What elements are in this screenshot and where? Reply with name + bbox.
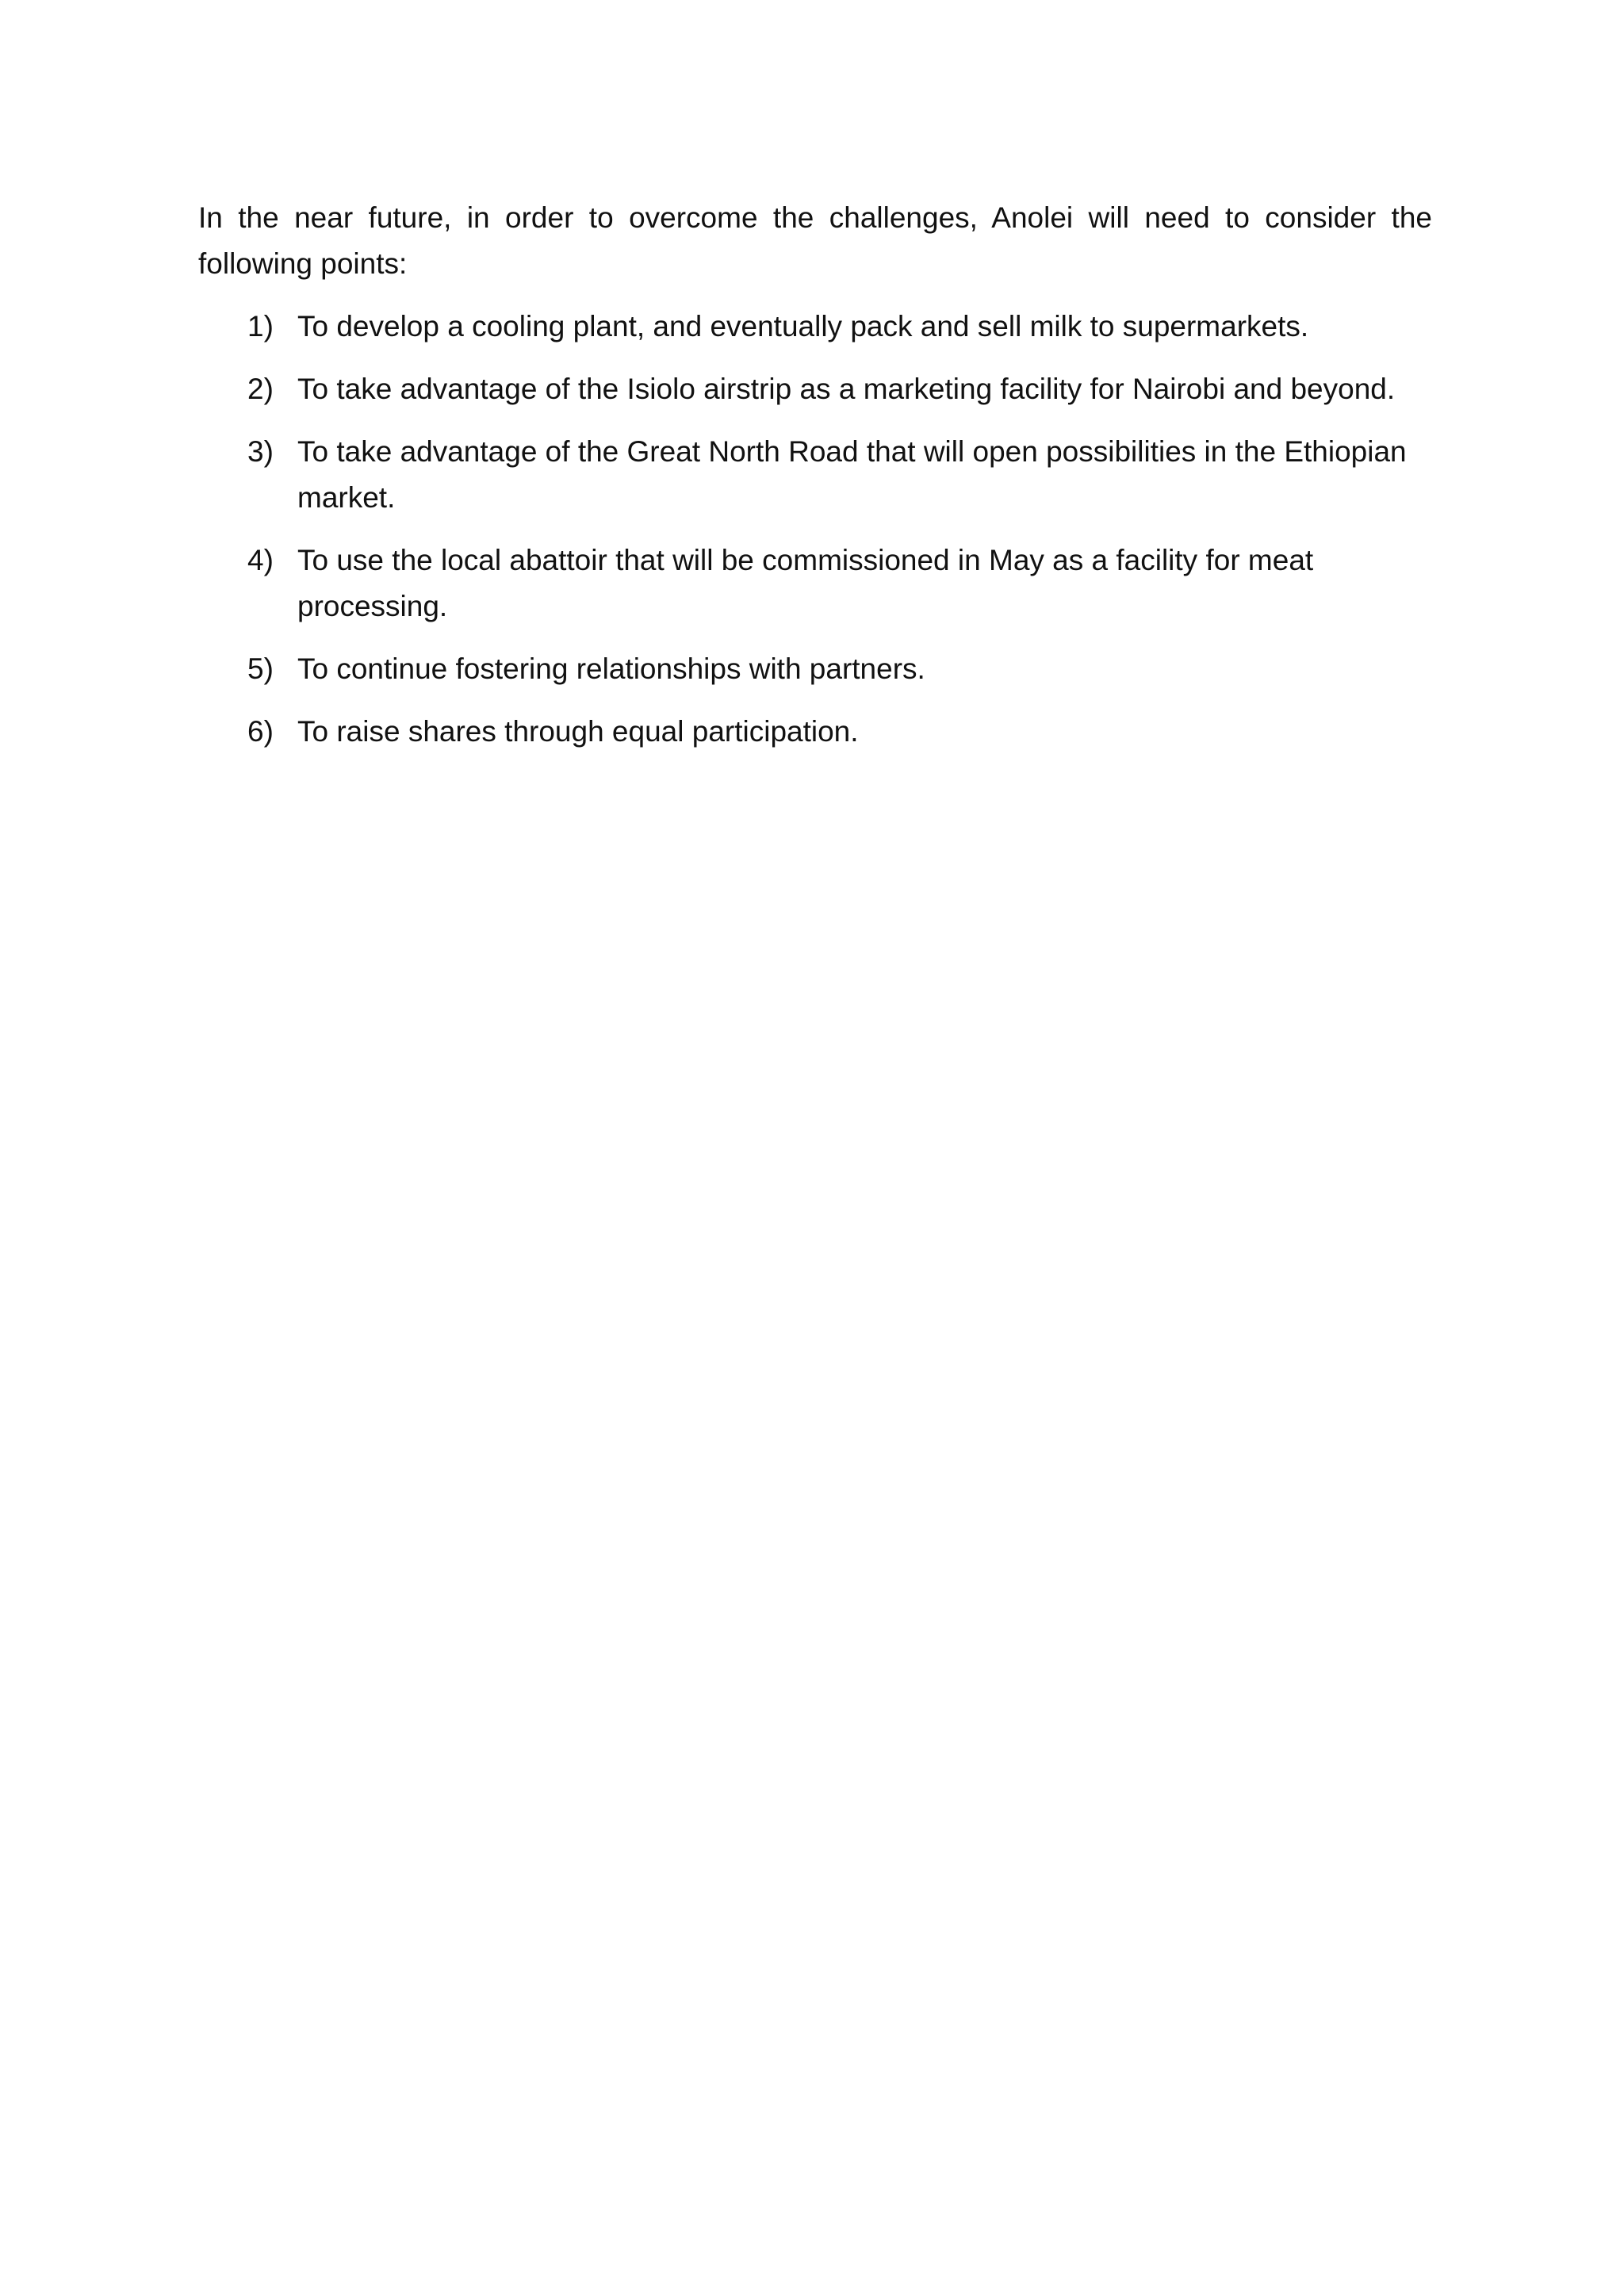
numbered-list — [198, 304, 1432, 755]
list-item-text: To take advantage of the Great North Road that will open possibilities in the Ethiopian market. — [297, 435, 1407, 514]
list-item — [198, 429, 1432, 521]
list-item-number: 3) — [247, 435, 274, 468]
list-item-number: 1) — [247, 310, 274, 342]
list-item-number: 5) — [247, 652, 274, 685]
list-item-number: 4) — [247, 544, 274, 576]
list-item-text: To develop a cooling plant, and eventually pack and sell milk to supermarkets. — [297, 310, 1309, 342]
list-item — [198, 709, 1432, 755]
list-item — [198, 646, 1432, 692]
intro-paragraph: In the near future, in order to overcome the challenges, Anolei will need to consider the following points: — [198, 201, 1432, 280]
list-item-text: To take advantage of the Isiolo airstrip as a marketing facility for Nairobi and beyond. — [297, 373, 1396, 405]
list-item-text: To use the local abattoir that will be commissioned in May as a facility for meat processing. — [297, 544, 1314, 622]
list-item — [198, 366, 1432, 412]
list-item-text: To raise shares through equal participation. — [297, 715, 859, 748]
list-item-number: 6) — [247, 715, 274, 748]
list-item — [198, 538, 1432, 629]
list-item-number: 2) — [247, 373, 274, 405]
list-item — [198, 304, 1432, 350]
document-body — [198, 195, 1432, 771]
list-item-text: To continue fostering relationships with partners. — [297, 652, 925, 685]
